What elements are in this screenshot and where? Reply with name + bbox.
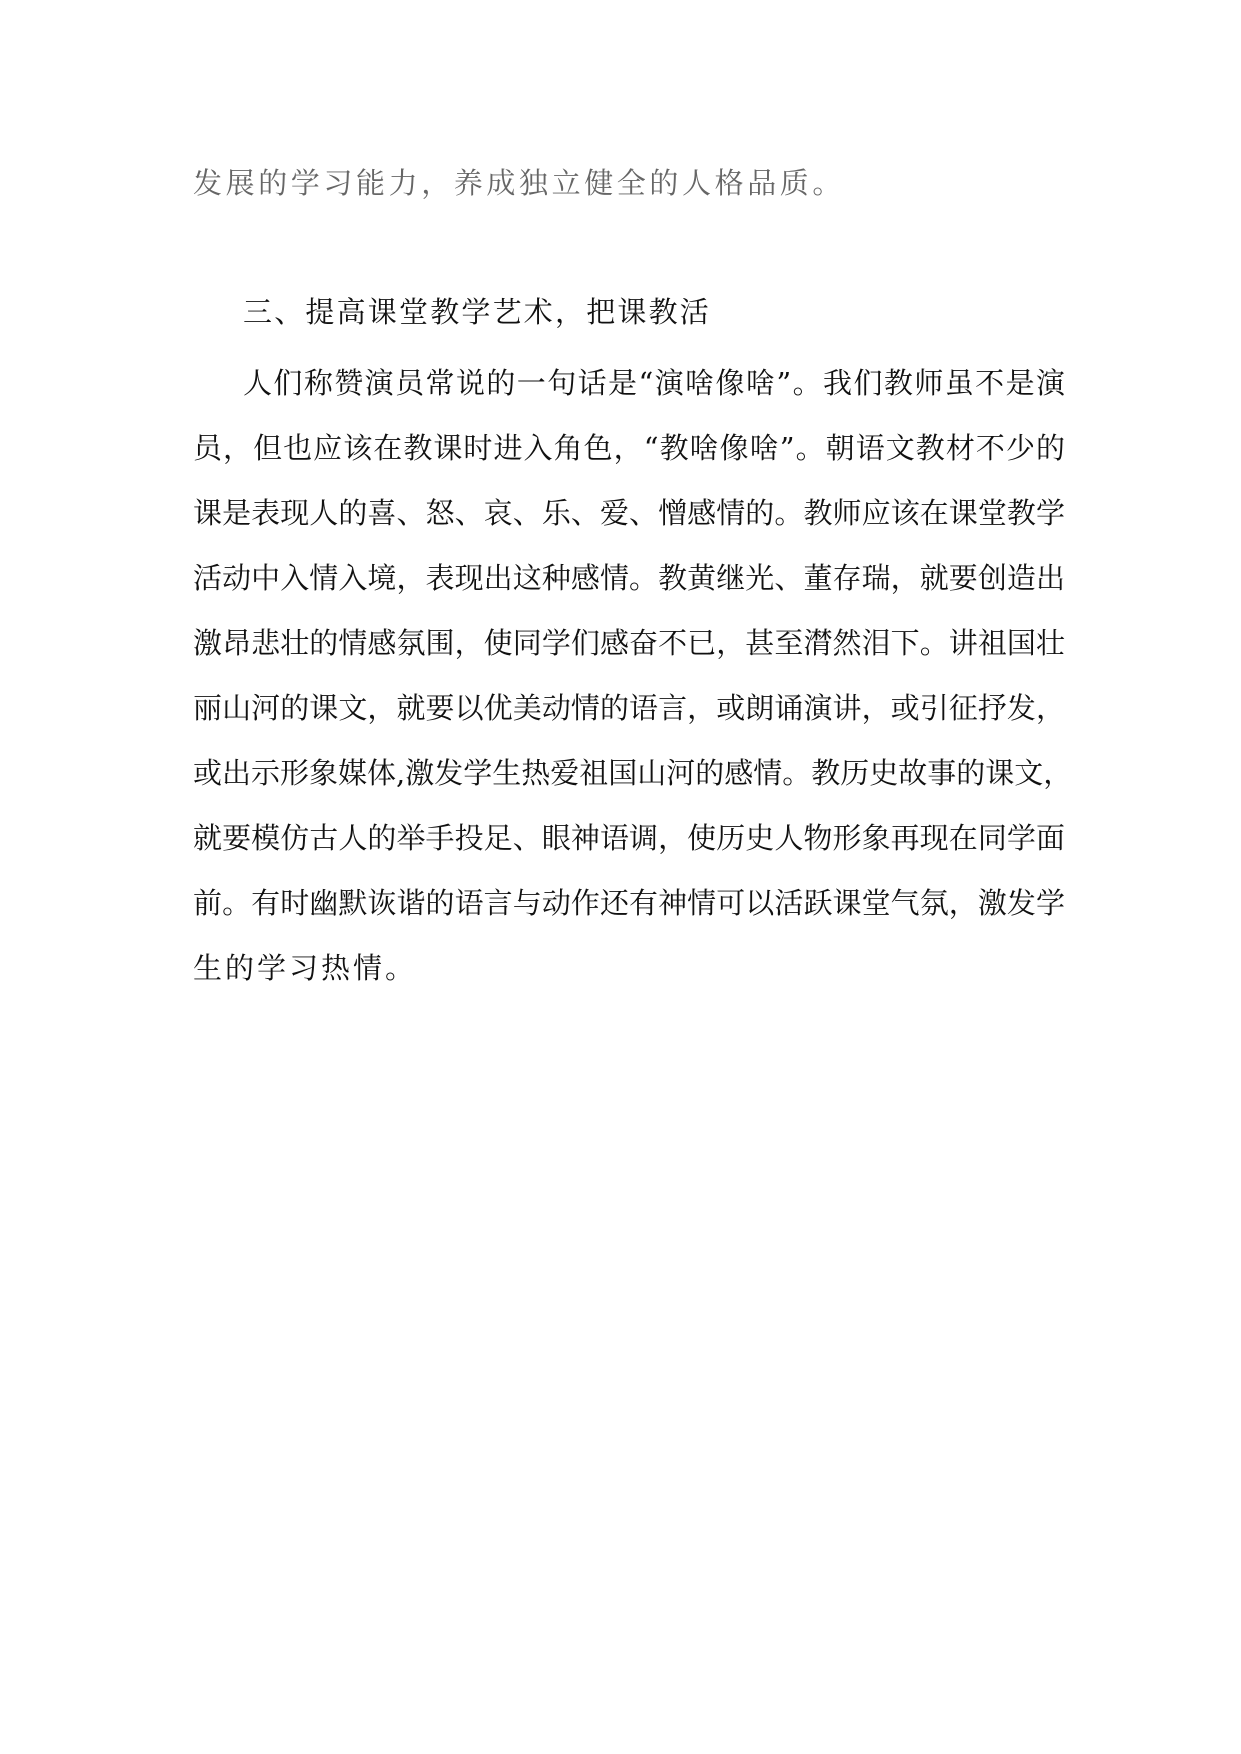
paragraph-line: 生的学习热情。 (193, 951, 418, 985)
paragraph-line: 前。有时幽默诙谐的语言与动作还有神情可以活跃课堂气氛，激发学 (193, 886, 1065, 920)
paragraph-line: 丽山河的课文，就要以优美动情的语言，或朗诵演讲，或引征抒发， (193, 691, 1065, 725)
paragraph-line: 课是表现人的喜、怒、哀、乐、爱、憎感情的。教师应该在课堂教学 (193, 496, 1065, 530)
paragraph-line: 人们称赞演员常说的一句话是“演啥像啥”。我们教师虽不是演 (243, 366, 1065, 400)
section-heading: 三、提高课堂教学艺术，把课教活 (243, 295, 712, 329)
paragraph-line: 就要模仿古人的举手投足、眼神语调，使历史人物形象再现在同学面 (193, 821, 1065, 855)
paragraph-line: 活动中入情入境，表现出这种感情。教黄继光、董存瑞，就要创造出 (193, 561, 1065, 595)
paragraph-line: 激昂悲壮的情感氛围，使同学们感奋不已，甚至潸然泪下。讲祖国壮 (193, 626, 1065, 660)
paragraph-line: 员，但也应该在教课时进入角色，“教啥像啥”。朝语文教材不少的 (193, 431, 1065, 465)
paragraph-line: 或出示形象媒体,激发学生热爱祖国山河的感情。教历史故事的课文， (193, 756, 1073, 790)
continued-paragraph-fragment: 发展的学习能力，养成独立健全的人格品质。 (193, 166, 846, 200)
